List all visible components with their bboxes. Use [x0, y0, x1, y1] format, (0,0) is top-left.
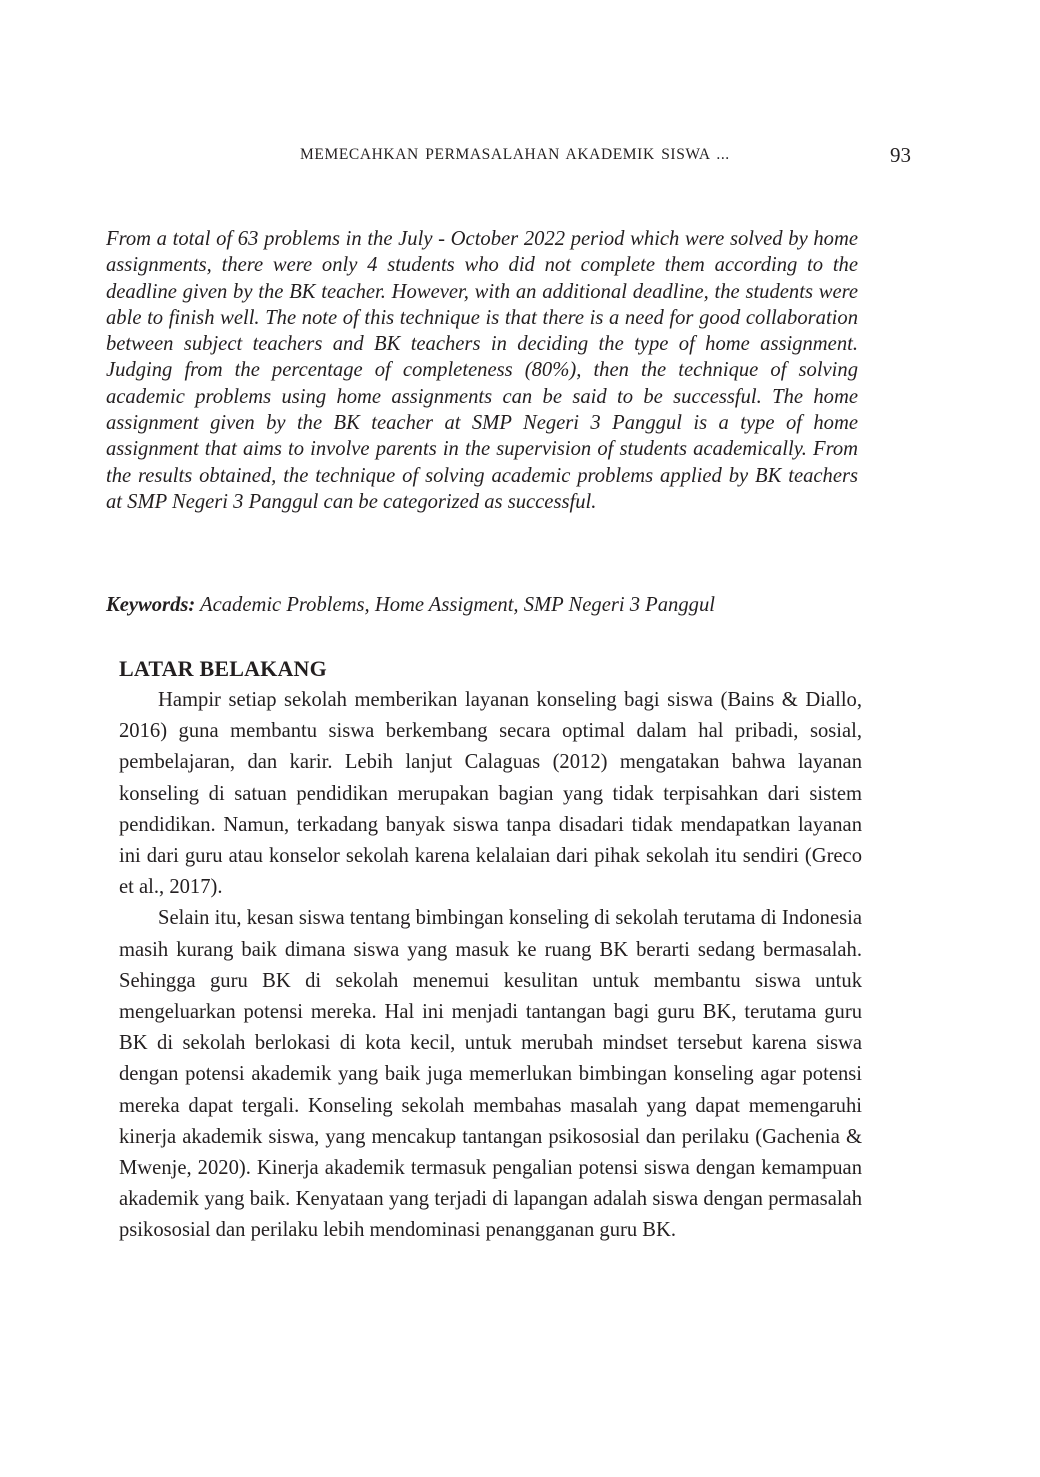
abstract-text: From a total of 63 problems in the July - October 2022 period which were solved by home assignments, there were only 4 students who did not complete them according to the deadline given by the BK teacher. However, with an additional deadline, the students were able to finish well. The note of this technique is that there is a need for good collaboration between subject teachers and BK teachers in deciding the type of home assignment. Judging from the percentage of completeness (80%), then the technique of solving academic problems using home assignments can be said to be successful. The home assignment given by the BK teacher at SMP Negeri 3 Panggul is a type of home assignment that aims to involve parents in the supervision of students academically. From the results obtained, the technique of solving academic problems applied by BK teachers at SMP Negeri 3 Panggul can be categorized as successful.: [106, 228, 858, 513]
page-number: 93: [890, 143, 911, 167]
keywords-label: Keywords:: [106, 594, 196, 616]
running-head: MEMECAHKAN PERMASALAHAN AKADEMIK SISWA ...: [300, 146, 730, 163]
keywords-text: Academic Problems, Home Assigment, SMP Negeri 3 Panggul: [195, 594, 715, 616]
keywords-line: [106, 592, 858, 618]
body-paragraph: Selain itu, kesan siswa tentang bimbingan konseling di sekolah terutama di Indonesia masih kurang baik dimana siswa yang masuk ke ruang BK berarti sedang bermasalah. Sehingga guru BK di sekolah menemui kesulitan untuk membantu siswa untuk mengeluarkan potensi mereka. Hal ini menjadi tantangan bagi guru BK, terutama guru BK di sekolah berlokasi di kota kecil, untuk merubah mindset tersebut karena siswa dengan potensi akademik yang baik juga memerlukan bimbingan konseling agar potensi mereka dapat tergali. Konseling sekolah membahas masalah yang dapat memengaruhi kinerja akademik siswa, yang mencakup tantangan psikososial dan perilaku (Gachenia & Mwenje, 2020). Kinerja akademik termasuk pengalian potensi siswa dengan kemampuan akademik yang baik. Kenyataan yang terjadi di lapangan adalah siswa dengan permasalah psikososial dan perilaku lebih mendominasi penangganan guru BK.: [119, 907, 862, 1242]
body-paragraph: Hampir setiap sekolah memberikan layanan konseling bagi siswa (Bains & Diallo, 2016) guna membantu siswa berkembang secara optimal dalam hal pribadi, sosial, pembelajaran, dan karir. Lebih lanjut Calaguas (2012) mengatakan bahwa layanan konseling di satuan pendidikan merupakan bagian yang tidak terpisahkan dari sistem pendidikan. Namun, terkadang banyak siswa tanpa disadari tidak mendapatkan layanan ini dari guru atau konselor sekolah karena kelalaian dari pihak sekolah itu sendiri (Greco et al., 2017).: [119, 689, 862, 899]
section-heading: LATAR BELAKANG: [119, 656, 327, 681]
section-body: [119, 685, 862, 1247]
